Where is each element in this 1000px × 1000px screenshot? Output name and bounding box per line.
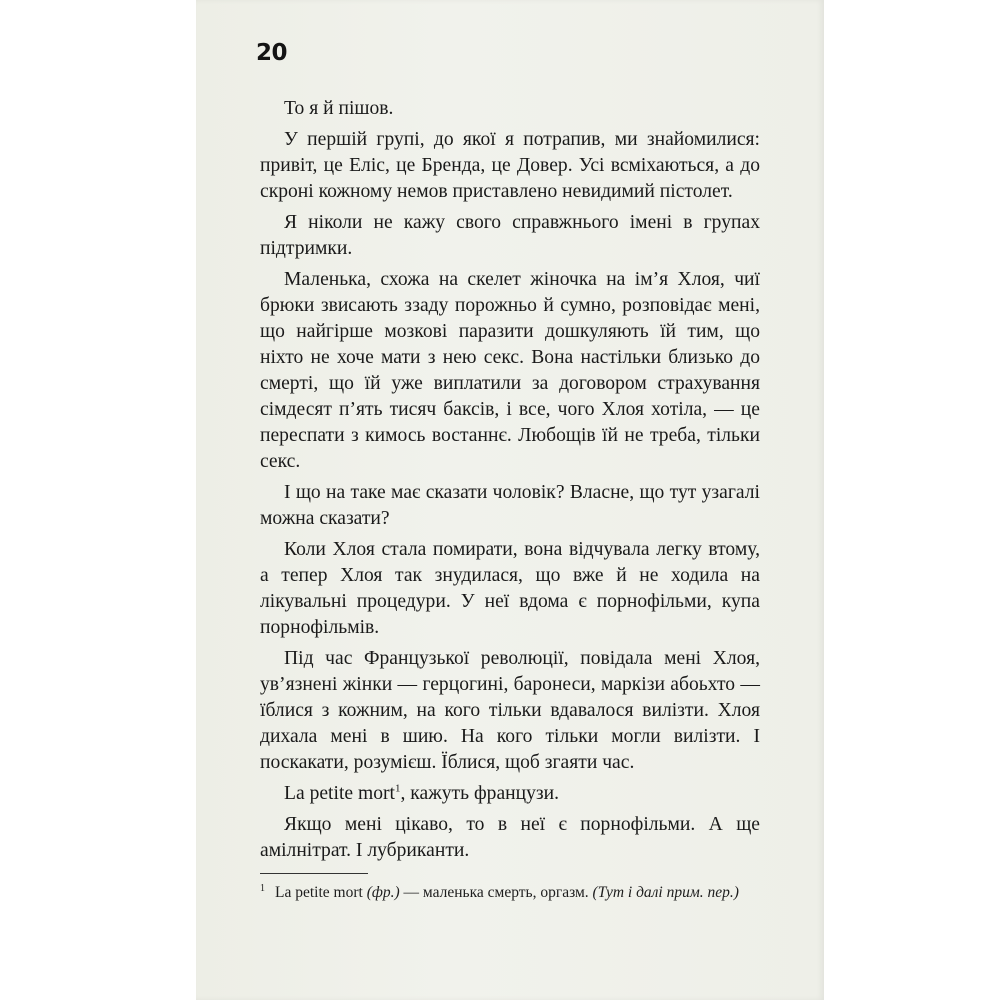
paragraph-la-petite-mort [260,781,760,807]
paragraph: У першій групі, до якої я потрапив, ми знайомилися: привіт, це Еліс, це Бренда, це Довер. Усі всміхаються, а до скроні кожному немов приставлено невидимий пістолет. [260,129,760,202]
body-text [260,96,760,869]
la-petite-mort-rest: , кажуть французи. [400,783,560,804]
footnote-term: La petite mort [275,884,363,901]
footnote-definition: — маленька смерть, оргазм. [399,884,593,901]
footnote-language: (фр.) [366,884,400,901]
paragraph: Маленька, схожа на скелет жіночка на ім’я Хлоя, чиї брюки звисають ззаду порожньо й сумно, розповідає мені, що найгірше мозкові паразити дошкуляють їй тим, що ніхто не хоче мати з нею секс. Вона настільки близько до смерті, що їй уже виплатили за договором страхування сімдесят п’ять тисяч баксів, і все, чого Хлоя хотіла, — це переспати з кимось востаннє. Любощів їй не треба, тільки секс. [260,269,760,472]
paragraph: То я й пішов. [284,98,394,119]
page-number: 20 [256,40,288,66]
footnote-reference[interactable]: 1 [395,782,401,795]
footnote-divider [260,873,368,874]
paragraph: І що на таке має сказати чоловік? Власне, що тут узагалі можна сказати? [260,482,760,529]
paragraph: Я ніколи не кажу свого справжнього імені в групах підтримки. [260,212,760,259]
footnote [260,882,760,904]
paragraph: Під час Французької революції, повідала мені Хлоя, ув’язнені жінки — герцогині, баронеси, маркізи абоьхто — їблися з кожним, на кого тільки вдавалося вилізти. Хлоя дихала мені в шию. На кого тільки могли вилізти. І поскакати, розумієш. Їблися, щоб згаяти час. [260,648,760,773]
footnote-mark: 1 [260,882,265,894]
la-petite-mort-text: La petite mort [284,783,395,804]
paragraph: Якщо мені цікаво, то в неї є порнофільми. А ще амілнітрат. І лубриканти. [260,814,760,861]
footnote-translator-note: (Тут і далі прим. пер.) [592,884,739,901]
paragraph: Коли Хлоя стала помирати, вона відчувала легку втому, а тепер Хлоя так знудилася, що вже й не ходила на лікувальні процедури. У неї вдома є порнофільми, купа порнофільмів. [260,539,760,638]
